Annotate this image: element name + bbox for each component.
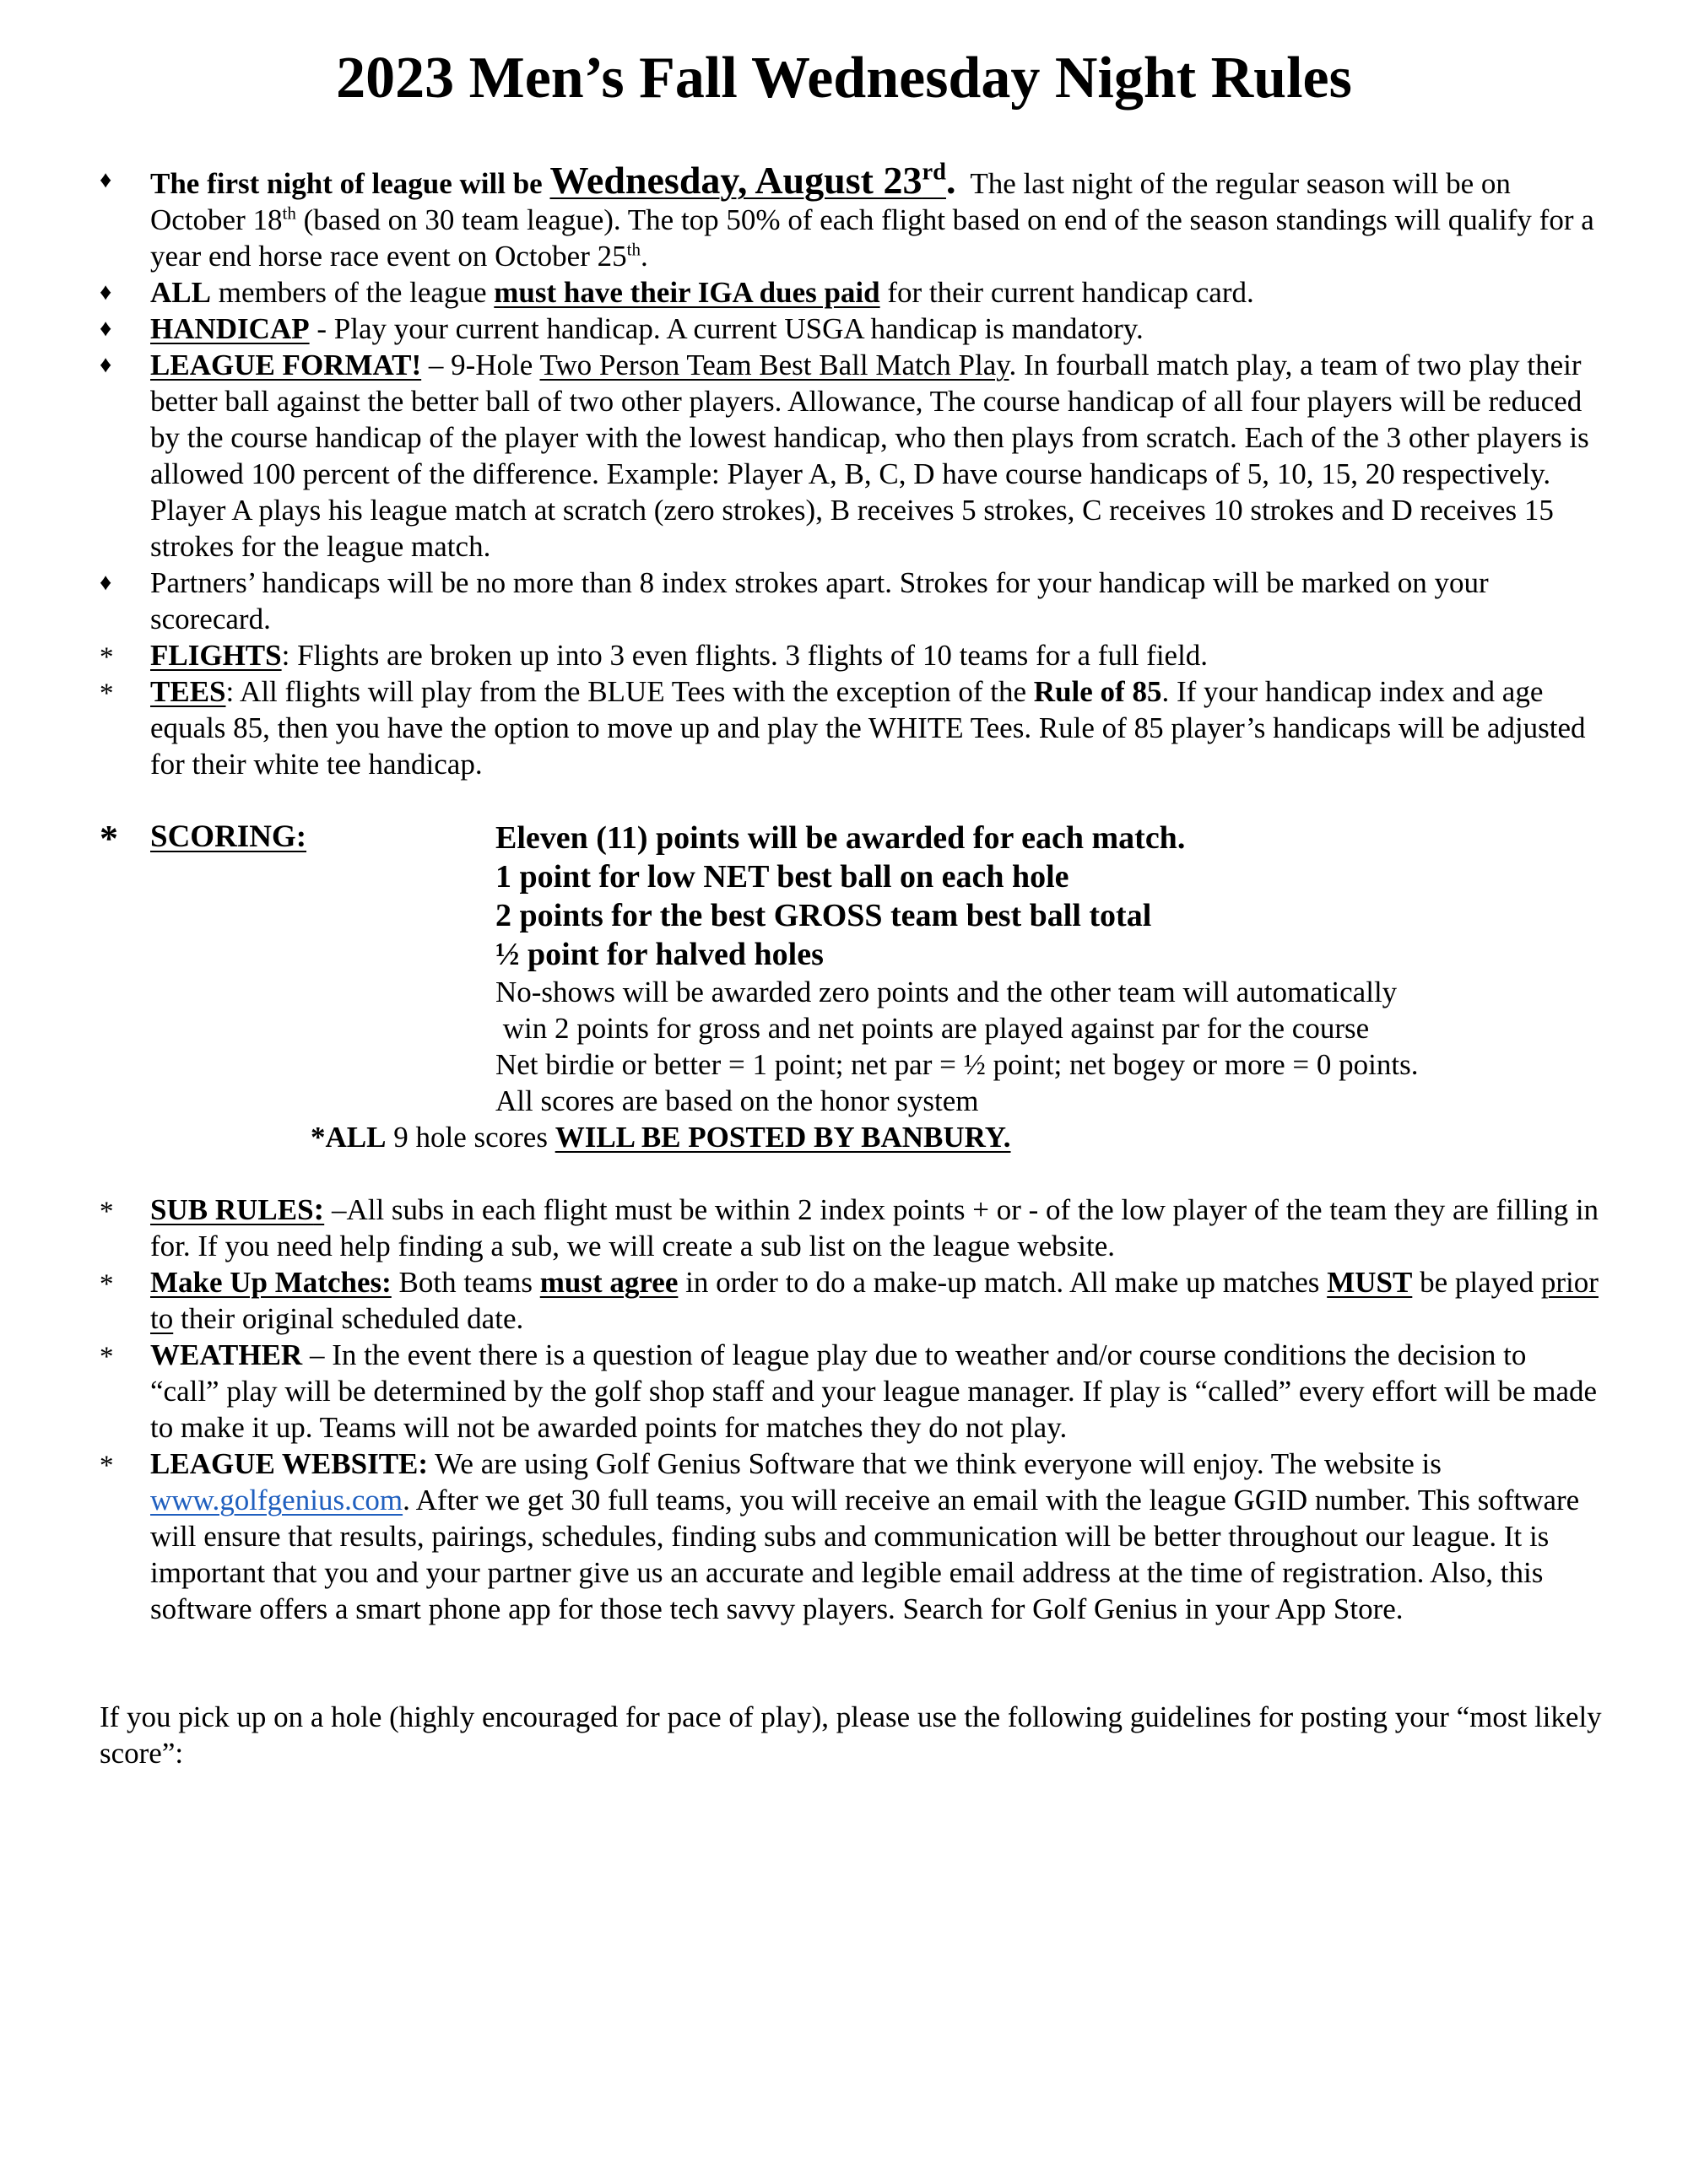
website-label: LEAGUE WEBSITE: xyxy=(150,1447,429,1480)
diamond-bullet-icon: ♦ xyxy=(100,352,112,378)
format-type: Two Person Team Best Ball Match Play xyxy=(539,349,1009,381)
diamond-bullet-icon: ♦ xyxy=(100,167,112,193)
scoring-note: All scores are based on the honor system xyxy=(495,1084,979,1117)
rule-dues: ♦ ALL members of the league must have their IGA dues paid for their current handicap card. xyxy=(100,276,1254,309)
scoring-line: 2 points for the best GROSS team best ball total xyxy=(495,898,1152,933)
asterisk-bullet-icon: * xyxy=(100,1451,114,1481)
rule-league-website: * LEAGUE WEBSITE: We are using Golf Genius Software that we think everyone will enjoy. The website is www.golfgenius.com. After we get 30 full teams, you will receive an email with the league GGID number. This software will ensure that results, pairings, schedules, finding subs and communication will be better throughout our league. It is important that you and your partner give us an accurate and legible email address at the time of registration. Also, this software offers a smart phone app for those tech savvy players. Search for Golf Genius in your App Store. xyxy=(100,1447,1580,1625)
diamond-bullet-icon: ♦ xyxy=(100,570,112,596)
asterisk-bullet-icon: * xyxy=(100,1269,114,1300)
asterisk-bullet-icon: * xyxy=(100,1197,114,1227)
asterisk-bullet-icon: * xyxy=(100,678,114,709)
rule-weather: * WEATHER – In the event there is a question of league play due to weather and/or course conditions the decision to “call” play will be determined by the golf shop staff and your league manager. If play is “called” every effort will be made to make it up. Teams will not be awarded points for matches they do not play. xyxy=(100,1338,1598,1444)
scoring-line: ½ point for halved holes xyxy=(495,937,824,972)
rule-partners: ♦ Partners’ handicaps will be no more than 8 index strokes apart. Strokes for your handicap will be marked on your scorecard. xyxy=(100,566,1489,635)
asterisk-bullet-icon: * xyxy=(100,1342,114,1372)
tees-label: TEES xyxy=(150,675,226,708)
rule-handicap: ♦ HANDICAP - Play your current handicap. A current USGA handicap is mandatory. xyxy=(100,312,1144,345)
golfgenius-link[interactable]: www.golfgenius.com xyxy=(150,1484,403,1516)
closing-paragraph: If you pick up on a hole (highly encouraged for pace of play), please use the following guidelines for posting your “most likely score”: xyxy=(100,1700,1602,1770)
asterisk-bullet-icon: * xyxy=(100,642,114,673)
rule-sub-rules: * SUB RULES: –All subs in each flight must be within 2 index points + or - of the low player of the team they are filling in for. If you need help finding a sub, we will create a sub list on the league website. xyxy=(100,1192,1599,1262)
scoring-label: SCORING: xyxy=(150,819,307,854)
scoring-note: Net birdie or better = 1 point; net par = ½ point; net bogey or more = 0 points. xyxy=(495,1048,1419,1081)
rule-league-format: ♦ LEAGUE FORMAT! – 9-Hole Two Person Team Best Ball Match Play. In fourball match play, a team of two play their better ball against the better ball of two other players. Allowance, The course handicap of all four players will be reduced by the course handicap of the player with the lowest handicap, who then plays from scratch. Each of the 3 other players is allowed 100 percent of the difference. Example: Player A, B, C, D have course handicaps of 5, 10, 15, 20 respectively. Player A plays his league match at scratch (zero strokes), B receives 5 strokes, C receives 10 strokes and D receives 15 strokes for the league match. xyxy=(100,349,1589,563)
dues-emphasis: must have their IGA dues paid xyxy=(494,276,880,309)
first-night-lead: The first night of league will be xyxy=(150,167,543,200)
season-end-text: The last night of the regular season will be on October 18 xyxy=(150,167,1511,236)
flights-label: FLIGHTS xyxy=(150,639,282,672)
diamond-bullet-icon: ♦ xyxy=(100,316,112,342)
diamond-bullet-icon: ♦ xyxy=(100,279,112,305)
rule-first-night: ♦ The first night of league will be Wednesday, August 23rd. The last night of the regular season will be on October 18th (based on 30 team league). The top 50% of each flight based on end of the season standings will qualify for a year end horse race event on October 25th. xyxy=(100,159,1594,273)
rule-make-up-matches: * Make Up Matches: Both teams must agree in order to do a make-up match. All make up matches MUST be played prior to their original scheduled date. xyxy=(100,1266,1599,1335)
first-night-date: Wednesday, August 23rd xyxy=(549,159,946,202)
weather-label: WEATHER xyxy=(150,1338,303,1371)
scoring-line: 1 point for low NET best ball on each hole xyxy=(495,859,1069,895)
scoring-section xyxy=(100,819,1602,1155)
rule-flights: * FLIGHTS: Flights are broken up into 3 even flights. 3 flights of 10 teams for a full field. xyxy=(100,637,1602,673)
rule-tees: * TEES: All flights will play from the BLUE Tees with the exception of the Rule of 85. If your handicap index and age equals 85, then you have the option to move up and play the WHITE Tees. Rule of 85 player’s handicaps will be adjusted for their white tee handicap. xyxy=(100,675,1586,781)
scoring-note: No-shows will be awarded zero points and the other team will automatically xyxy=(495,976,1398,1008)
scoring-line: Eleven (11) points will be awarded for each match. xyxy=(495,820,1186,856)
page-title: 2023 Men’s Fall Wednesday Night Rules xyxy=(336,46,1352,111)
make-up-label: Make Up Matches: xyxy=(150,1266,392,1299)
sub-rules-label: SUB RULES: xyxy=(150,1192,325,1227)
asterisk-bullet-icon: * xyxy=(100,818,118,859)
rules-list xyxy=(100,159,1602,1627)
scoring-note: win 2 points for gross and net points are played against par for the course xyxy=(495,1012,1370,1045)
league-format-label: LEAGUE FORMAT! xyxy=(150,349,422,381)
posted-scores-note: *ALL 9 hole scores WILL BE POSTED BY BANBURY. xyxy=(311,1121,1011,1154)
handicap-label: HANDICAP xyxy=(150,312,310,345)
